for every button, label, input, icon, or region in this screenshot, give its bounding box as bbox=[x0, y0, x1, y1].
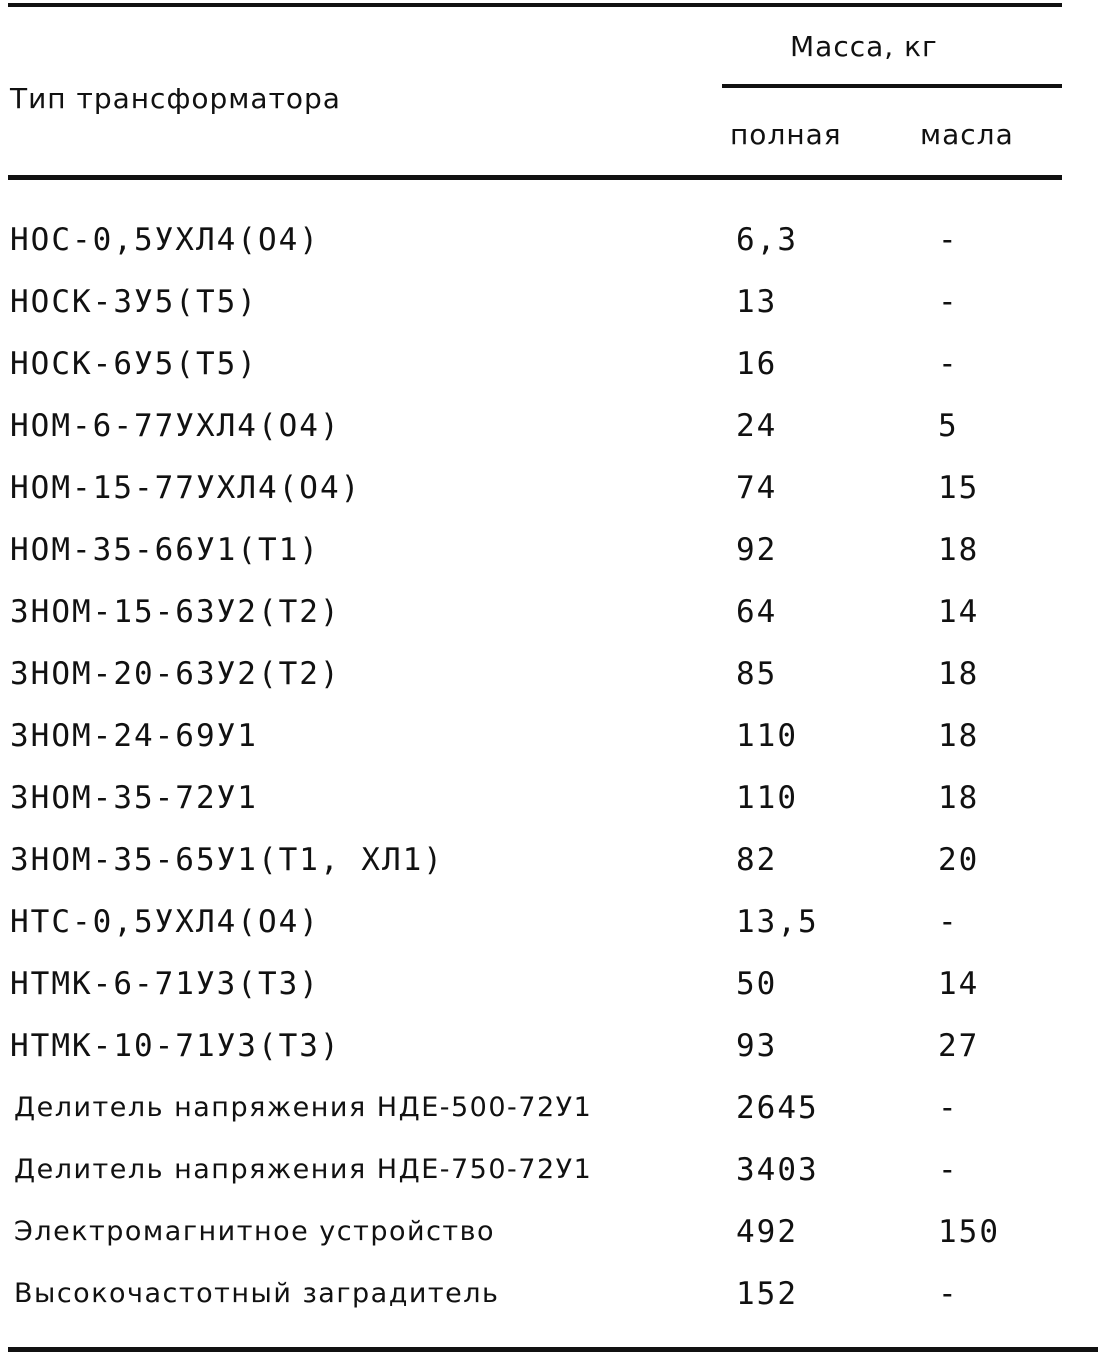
row-oil-mass: 15 bbox=[938, 470, 980, 506]
row-full-mass: 2645 bbox=[736, 1090, 819, 1126]
table-row bbox=[0, 1016, 1105, 1078]
table-row bbox=[0, 520, 1105, 582]
row-oil-mass: 150 bbox=[938, 1214, 1000, 1250]
row-oil-mass: - bbox=[938, 222, 959, 258]
row-full-mass: 93 bbox=[736, 1028, 778, 1064]
table-row bbox=[0, 1264, 1105, 1326]
table-row bbox=[0, 830, 1105, 892]
row-full-mass: 16 bbox=[736, 346, 778, 382]
row-name: Электромагнитное устройство bbox=[14, 1216, 496, 1247]
table-row bbox=[0, 1202, 1105, 1264]
table-row bbox=[0, 1078, 1105, 1140]
row-oil-mass: 18 bbox=[938, 718, 980, 754]
table-row bbox=[0, 892, 1105, 954]
row-name: ЗНОМ-35-65У1(Т1, ХЛ1) bbox=[10, 842, 444, 878]
row-name: ЗНОМ-15-63У2(Т2) bbox=[10, 594, 341, 630]
row-name: НОМ-15-77УХЛ4(О4) bbox=[10, 470, 362, 506]
table-row bbox=[0, 954, 1105, 1016]
row-oil-mass: 14 bbox=[938, 594, 980, 630]
row-oil-mass: 14 bbox=[938, 966, 980, 1002]
table-body bbox=[0, 210, 1105, 1326]
row-full-mass: 110 bbox=[736, 718, 798, 754]
table-top-rule bbox=[8, 3, 1062, 7]
mass-subheader-rule bbox=[722, 84, 1062, 88]
row-name: Делитель напряжения НДЕ-500-72У1 bbox=[14, 1092, 593, 1123]
table-row bbox=[0, 644, 1105, 706]
column-header-mass: Масса, кг bbox=[790, 30, 938, 63]
row-full-mass: 3403 bbox=[736, 1152, 819, 1188]
header-bottom-rule bbox=[8, 175, 1062, 180]
table-bottom-rule bbox=[8, 1347, 1098, 1352]
table-row bbox=[0, 1140, 1105, 1202]
row-name: НТМК-10-71У3(Т3) bbox=[10, 1028, 341, 1064]
row-oil-mass: - bbox=[938, 1276, 959, 1312]
row-name: НОС-0,5УХЛ4(О4) bbox=[10, 222, 320, 258]
row-oil-mass: - bbox=[938, 346, 959, 382]
row-oil-mass: 20 bbox=[938, 842, 980, 878]
row-full-mass: 85 bbox=[736, 656, 778, 692]
row-full-mass: 13,5 bbox=[736, 904, 819, 940]
row-name: НОМ-6-77УХЛ4(О4) bbox=[10, 408, 341, 444]
row-full-mass: 24 bbox=[736, 408, 778, 444]
row-name: НТМК-6-71У3(Т3) bbox=[10, 966, 320, 1002]
row-full-mass: 110 bbox=[736, 780, 798, 816]
row-full-mass: 492 bbox=[736, 1214, 798, 1250]
row-oil-mass: - bbox=[938, 284, 959, 320]
row-name: Делитель напряжения НДЕ-750-72У1 bbox=[14, 1154, 593, 1185]
table-row bbox=[0, 272, 1105, 334]
row-oil-mass: 18 bbox=[938, 656, 980, 692]
row-name: Высокочастотный заградитель bbox=[14, 1278, 500, 1309]
table-row bbox=[0, 582, 1105, 644]
table-row bbox=[0, 210, 1105, 272]
table-row bbox=[0, 768, 1105, 830]
row-full-mass: 50 bbox=[736, 966, 778, 1002]
row-name: НОСК-6У5(Т5) bbox=[10, 346, 258, 382]
row-name: НТС-0,5УХЛ4(О4) bbox=[10, 904, 320, 940]
table-row bbox=[0, 706, 1105, 768]
row-name: ЗНОМ-24-69У1 bbox=[10, 718, 258, 754]
row-full-mass: 82 bbox=[736, 842, 778, 878]
row-full-mass: 74 bbox=[736, 470, 778, 506]
row-name: ЗНОМ-20-63У2(Т2) bbox=[10, 656, 341, 692]
row-full-mass: 152 bbox=[736, 1276, 798, 1312]
row-oil-mass: 18 bbox=[938, 780, 980, 816]
row-full-mass: 64 bbox=[736, 594, 778, 630]
column-header-oil: масла bbox=[920, 118, 1014, 151]
table-row bbox=[0, 334, 1105, 396]
row-full-mass: 13 bbox=[736, 284, 778, 320]
row-name: НОМ-35-66У1(Т1) bbox=[10, 532, 320, 568]
table-row bbox=[0, 458, 1105, 520]
column-header-type: Тип трансформатора bbox=[10, 82, 341, 115]
row-oil-mass: 5 bbox=[938, 408, 959, 444]
row-oil-mass: - bbox=[938, 1152, 959, 1188]
row-oil-mass: 18 bbox=[938, 532, 980, 568]
column-header-full: полная bbox=[730, 118, 842, 151]
row-name: НОСК-3У5(Т5) bbox=[10, 284, 258, 320]
table-row bbox=[0, 396, 1105, 458]
row-full-mass: 92 bbox=[736, 532, 778, 568]
row-oil-mass: 27 bbox=[938, 1028, 980, 1064]
row-name: ЗНОМ-35-72У1 bbox=[10, 780, 258, 816]
row-oil-mass: - bbox=[938, 904, 959, 940]
row-full-mass: 6,3 bbox=[736, 222, 798, 258]
row-oil-mass: - bbox=[938, 1090, 959, 1126]
